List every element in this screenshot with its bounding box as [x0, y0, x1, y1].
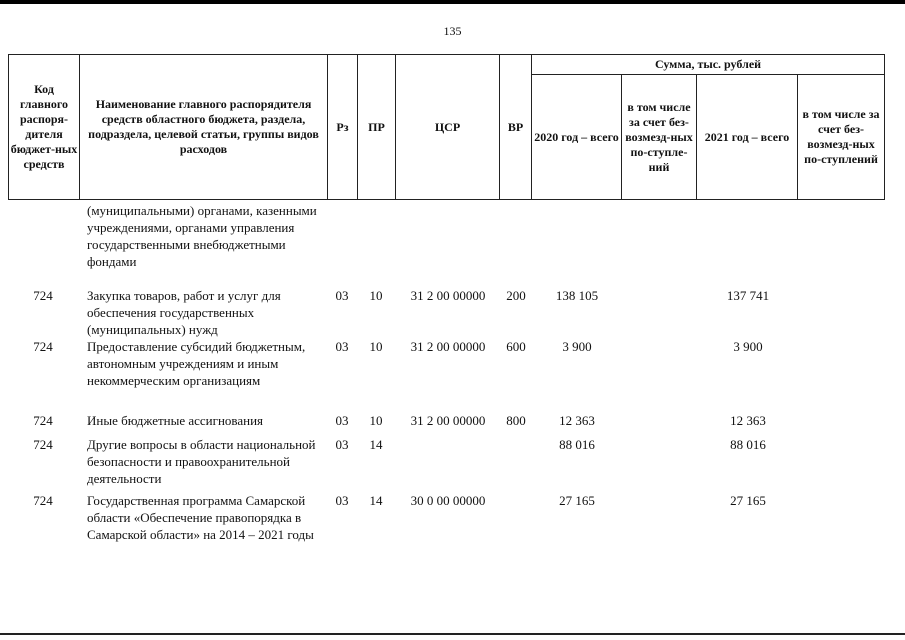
bottom-rule	[0, 633, 905, 635]
cell-2021-total: 12 363	[730, 413, 766, 428]
cell-2020-total: 27 165	[559, 493, 595, 508]
cell-name: Иные бюджетные ассигнования	[87, 413, 264, 428]
cell-csr: 31 2 00 00000	[410, 288, 486, 303]
cell-code: 724	[33, 288, 53, 303]
cell-2021-total: 137 741	[726, 288, 770, 303]
cell-vr: 800	[506, 413, 526, 428]
header-rz: Рз	[328, 55, 358, 200]
cell-code: 724	[33, 493, 53, 508]
cell-csr: 31 2 00 00000	[410, 339, 486, 354]
cell-rz: 03	[335, 288, 349, 303]
header-2021-total: 2021 год – всего	[697, 75, 798, 200]
table-header	[8, 54, 885, 200]
cell-2020-total: 138 105	[555, 288, 599, 303]
cell-name: Закупка товаров, работ и услуг для обеспечения государственных (муниципальных) нужд	[87, 288, 281, 337]
page-number: 135	[443, 24, 462, 38]
cell-pr: 14	[369, 493, 383, 508]
cell-code: 724	[33, 339, 53, 354]
cell-rz: 03	[335, 493, 349, 508]
cell-pr: 14	[369, 437, 383, 452]
cell-2020-total: 88 016	[559, 437, 595, 452]
cell-name: Другие вопросы в области национальной безопасности и правоохранительной деятельности	[87, 437, 316, 486]
cell-2020-total: 3 900	[562, 339, 592, 354]
cell-2021-total: 88 016	[730, 437, 766, 452]
cell-2020-total: 12 363	[559, 413, 595, 428]
header-csr: ЦСР	[396, 55, 500, 200]
cell-code: 724	[33, 413, 53, 428]
cell-rz: 03	[335, 437, 349, 452]
cell-pr: 10	[369, 288, 383, 303]
cell-csr: 31 2 00 00000	[410, 413, 486, 428]
cell-csr: 30 0 00 00000	[410, 493, 486, 508]
top-rule	[0, 0, 905, 4]
header-sum: Сумма, тыс. рублей	[532, 55, 885, 75]
cell-rz: 03	[335, 413, 349, 428]
header-vr: ВР	[500, 55, 532, 200]
cell-vr: 600	[506, 339, 526, 354]
header-2020-total: 2020 год – всего	[532, 75, 622, 200]
cell-2021-total: 3 900	[733, 339, 763, 354]
header-2021-free: в том числе за счет без-возмезд-ных по-ступлений	[798, 75, 885, 200]
header-pr: ПР	[358, 55, 396, 200]
cell-pr: 10	[369, 339, 383, 354]
continuation-text: (муниципальными) органами, казенными учреждениями, органами управления государственными внебюджетными фондами	[87, 203, 317, 269]
header-code: Код главного распоря-дителя бюджет-ных средств	[9, 55, 80, 200]
cell-code: 724	[33, 437, 53, 452]
header-2020-free: в том числе за счет без-возмезд-ных по-ступле-ний	[622, 75, 697, 200]
cell-name: Государственная программа Самарской области «Обеспечение правопорядка в Самарской области» на 2014 – 2021 годы	[87, 493, 314, 542]
cell-vr: 200	[506, 288, 526, 303]
header-name: Наименование главного распорядителя средств областного бюджета, раздела, подраздела, целевой статьи, группы видов расходов	[80, 55, 328, 200]
cell-2021-total: 27 165	[730, 493, 766, 508]
cell-pr: 10	[369, 413, 383, 428]
cell-name: Предоставление субсидий бюджетным, автономным учреждениям и иным некоммерческим организациям	[87, 339, 306, 388]
cell-rz: 03	[335, 339, 349, 354]
